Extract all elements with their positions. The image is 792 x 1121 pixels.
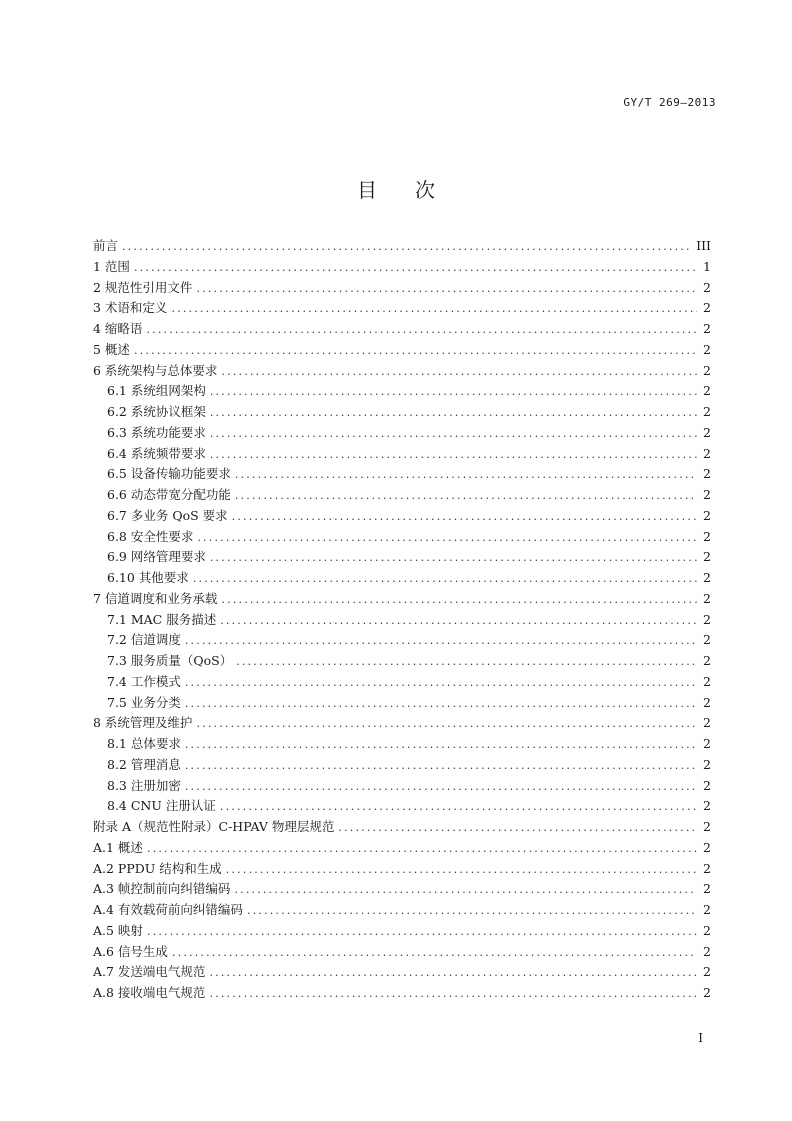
toc-entry-label: 7.2 信道调度: [107, 632, 181, 648]
toc-entry[interactable]: [93, 298, 711, 319]
standard-code: GY/T 269—2013: [623, 96, 716, 109]
toc-leader-dots: [171, 299, 697, 320]
toc-leader-dots: [172, 943, 697, 964]
toc-entry-label: 8 系统管理及维护: [93, 715, 193, 731]
toc-entry[interactable]: [93, 651, 711, 672]
toc-entry[interactable]: [93, 713, 711, 734]
toc-entry[interactable]: [93, 630, 711, 651]
toc-entry-label: A.4 有效载荷前向纠错编码: [93, 902, 243, 917]
toc-leader-dots: [226, 860, 697, 881]
toc-entry-page: 2: [703, 300, 711, 316]
toc-leader-dots: [196, 714, 697, 735]
toc-entry[interactable]: [93, 900, 711, 921]
toc-entry-label: 6.4 系统频带要求: [107, 445, 206, 461]
toc-entry[interactable]: [93, 506, 711, 527]
toc-entry-page: 2: [703, 881, 711, 897]
toc-entry-label: 6.9 网络管理要求: [107, 549, 206, 565]
toc-entry-label: 6.8 安全性要求: [107, 528, 194, 544]
toc-entry-page: 2: [703, 590, 711, 606]
toc-entry-page: 1: [703, 258, 711, 274]
toc-entry-page: 2: [703, 860, 711, 876]
toc-leader-dots: [134, 341, 697, 362]
toc-entry[interactable]: [93, 527, 711, 548]
toc-leader-dots: [210, 424, 697, 445]
toc-leader-dots: [247, 901, 697, 922]
toc-entry-label: 4 缩略语: [93, 321, 143, 336]
toc-entry[interactable]: [93, 236, 711, 257]
page-number: I: [698, 1031, 703, 1045]
toc-entry[interactable]: [93, 817, 711, 838]
toc-entry-page: 2: [703, 466, 711, 482]
toc-entry[interactable]: [93, 693, 711, 714]
toc-leader-dots: [209, 963, 697, 984]
toc-entry-page: 2: [703, 943, 711, 959]
toc-entry[interactable]: [93, 402, 711, 423]
toc-leader-dots: [221, 590, 697, 611]
toc-entry-label: A.7 发送端电气规范: [93, 964, 206, 980]
toc-entry-label: 附录 A（规范性附录）C-HPAV 物理层规范: [93, 819, 335, 834]
toc-entry-page: 2: [703, 424, 711, 440]
toc-entry-page: 2: [703, 279, 711, 295]
toc-leader-dots: [185, 631, 697, 652]
toc-entry-page: 2: [703, 404, 711, 419]
toc-entry-page: 2: [703, 798, 711, 814]
toc-entry-page: 2: [703, 632, 711, 648]
toc-leader-dots: [220, 611, 697, 632]
toc-entry-page: 2: [703, 715, 711, 731]
page-title: [0, 174, 792, 203]
toc-entry-label: A.5 映射: [93, 922, 143, 938]
toc-entry-label: 8.4 CNU 注册认证: [107, 798, 216, 814]
toc-leader-dots: [185, 777, 697, 798]
toc-entry-page: 2: [703, 507, 711, 523]
toc-entry[interactable]: [93, 796, 711, 817]
toc-leader-dots: [210, 403, 697, 424]
toc-entry[interactable]: [93, 879, 711, 900]
toc-entry-page: 2: [703, 341, 711, 357]
toc-entry[interactable]: [93, 485, 711, 506]
toc-leader-dots: [185, 694, 697, 715]
toc-entry[interactable]: [93, 859, 711, 880]
toc-entry[interactable]: [93, 568, 711, 589]
toc-entry-page: 2: [703, 487, 711, 502]
toc-entry-page: 2: [703, 922, 711, 938]
toc-entry-label: 8.1 总体要求: [107, 736, 181, 751]
toc-leader-dots: [234, 880, 697, 901]
toc-entry-label: 5 概述: [93, 341, 130, 357]
toc-leader-dots: [197, 528, 697, 549]
title-char-1: 目: [357, 178, 377, 202]
toc-leader-dots: [220, 797, 697, 818]
toc-leader-dots: [232, 507, 697, 528]
toc-entry-page: 2: [703, 570, 711, 585]
toc-entry[interactable]: [93, 423, 711, 444]
toc-entry-label: 6.1 系统组网架构: [107, 383, 206, 399]
toc-entry-label: 6.2 系统协议框架: [107, 404, 206, 419]
toc-entry-label: 6.5 设备传输功能要求: [107, 466, 231, 482]
toc-entry-page: 2: [703, 839, 711, 855]
toc-entry-page: 2: [703, 445, 711, 461]
toc-entry-page: 2: [703, 321, 711, 336]
toc-entry[interactable]: [93, 838, 711, 859]
toc-entry-label: 7.5 业务分类: [107, 694, 181, 710]
toc-entry-label: 1 范围: [93, 258, 130, 274]
toc-leader-dots: [210, 548, 697, 569]
toc-entry-label: A.1 概述: [93, 839, 143, 855]
toc-entry[interactable]: [93, 755, 711, 776]
toc-leader-dots: [134, 258, 697, 279]
toc-entry-label: 6.3 系统功能要求: [107, 424, 206, 440]
toc-entry[interactable]: [93, 921, 711, 942]
toc-leader-dots: [185, 735, 697, 756]
toc-entry-page: 2: [703, 611, 711, 627]
toc-entry[interactable]: [93, 942, 711, 963]
toc-entry[interactable]: [93, 672, 711, 693]
toc-entry[interactable]: [93, 589, 711, 610]
toc-entry[interactable]: [93, 983, 711, 1004]
toc-entry-page: III: [696, 238, 711, 253]
toc-entry-label: A.2 PPDU 结构和生成: [93, 860, 222, 876]
toc-entry[interactable]: [93, 734, 711, 755]
toc-entry-label: A.6 信号生成: [93, 943, 168, 959]
toc-entry-label: 2 规范性引用文件: [93, 279, 193, 295]
toc-leader-dots: [185, 756, 697, 777]
toc-entry-label: 6.10 其他要求: [107, 570, 189, 585]
toc-leader-dots: [193, 569, 697, 590]
toc-entry-label: 8.2 管理消息: [107, 756, 181, 772]
toc-entry[interactable]: [93, 962, 711, 983]
toc-entry[interactable]: [93, 257, 711, 278]
toc-leader-dots: [210, 382, 697, 403]
toc-leader-dots: [210, 445, 697, 466]
toc-entry-label: 8.3 注册加密: [107, 777, 181, 793]
toc-entry-page: 2: [703, 383, 711, 399]
toc-entry-page: 2: [703, 694, 711, 710]
title-char-2: 次: [415, 178, 435, 202]
toc-leader-dots: [235, 465, 697, 486]
toc-leader-dots: [147, 839, 697, 860]
toc-leader-dots: [209, 984, 697, 1005]
toc-entry-page: 2: [703, 964, 711, 980]
toc-leader-dots: [122, 237, 690, 258]
toc-entry-page: 2: [703, 653, 711, 668]
toc-leader-dots: [146, 320, 697, 341]
toc-entry-page: 2: [703, 777, 711, 793]
toc-leader-dots: [235, 486, 697, 507]
toc-entry[interactable]: [93, 464, 711, 485]
toc-leader-dots: [185, 673, 697, 694]
toc-entry-label: 6 系统架构与总体要求: [93, 362, 218, 378]
toc-leader-dots: [236, 652, 697, 673]
toc-entry-page: 2: [703, 362, 711, 378]
toc-entry[interactable]: [93, 340, 711, 361]
toc-entry[interactable]: [93, 381, 711, 402]
toc-leader-dots: [147, 922, 697, 943]
toc-entry-label: A.8 接收端电气规范: [93, 985, 206, 1000]
toc-entry-page: 2: [703, 756, 711, 772]
toc-entry-label: 3 术语和定义: [93, 300, 168, 316]
toc-entry-page: 2: [703, 985, 711, 1000]
toc-entry-label: A.3 帧控制前向纠错编码: [93, 881, 231, 897]
toc-entry-page: 2: [703, 819, 711, 834]
toc-leader-dots: [338, 818, 697, 839]
toc-leader-dots: [196, 279, 697, 300]
toc-entry-label: 6.6 动态带宽分配功能: [107, 487, 231, 502]
toc-entry-page: 2: [703, 902, 711, 917]
toc-entry[interactable]: [93, 444, 711, 465]
toc-entry-label: 前言: [93, 238, 119, 253]
toc-entry-page: 2: [703, 528, 711, 544]
toc-entry-page: 2: [703, 736, 711, 751]
toc-entry-label: 7 信道调度和业务承载: [93, 590, 218, 606]
toc-entry-page: 2: [703, 549, 711, 565]
toc-entry-label: 6.7 多业务 QoS 要求: [107, 507, 228, 523]
toc-entry-label: 7.1 MAC 服务描述: [107, 611, 217, 627]
toc-entry[interactable]: [93, 776, 711, 797]
toc-entry[interactable]: [93, 278, 711, 299]
toc-entry[interactable]: [93, 319, 711, 340]
toc-entry[interactable]: [93, 610, 711, 631]
table-of-contents: [93, 236, 711, 1004]
toc-entry-label: 7.4 工作模式: [107, 673, 181, 689]
toc-entry-label: 7.3 服务质量（QoS）: [107, 653, 233, 668]
toc-entry[interactable]: [93, 547, 711, 568]
toc-leader-dots: [221, 362, 697, 383]
toc-entry[interactable]: [93, 361, 711, 382]
toc-entry-page: 2: [703, 673, 711, 689]
